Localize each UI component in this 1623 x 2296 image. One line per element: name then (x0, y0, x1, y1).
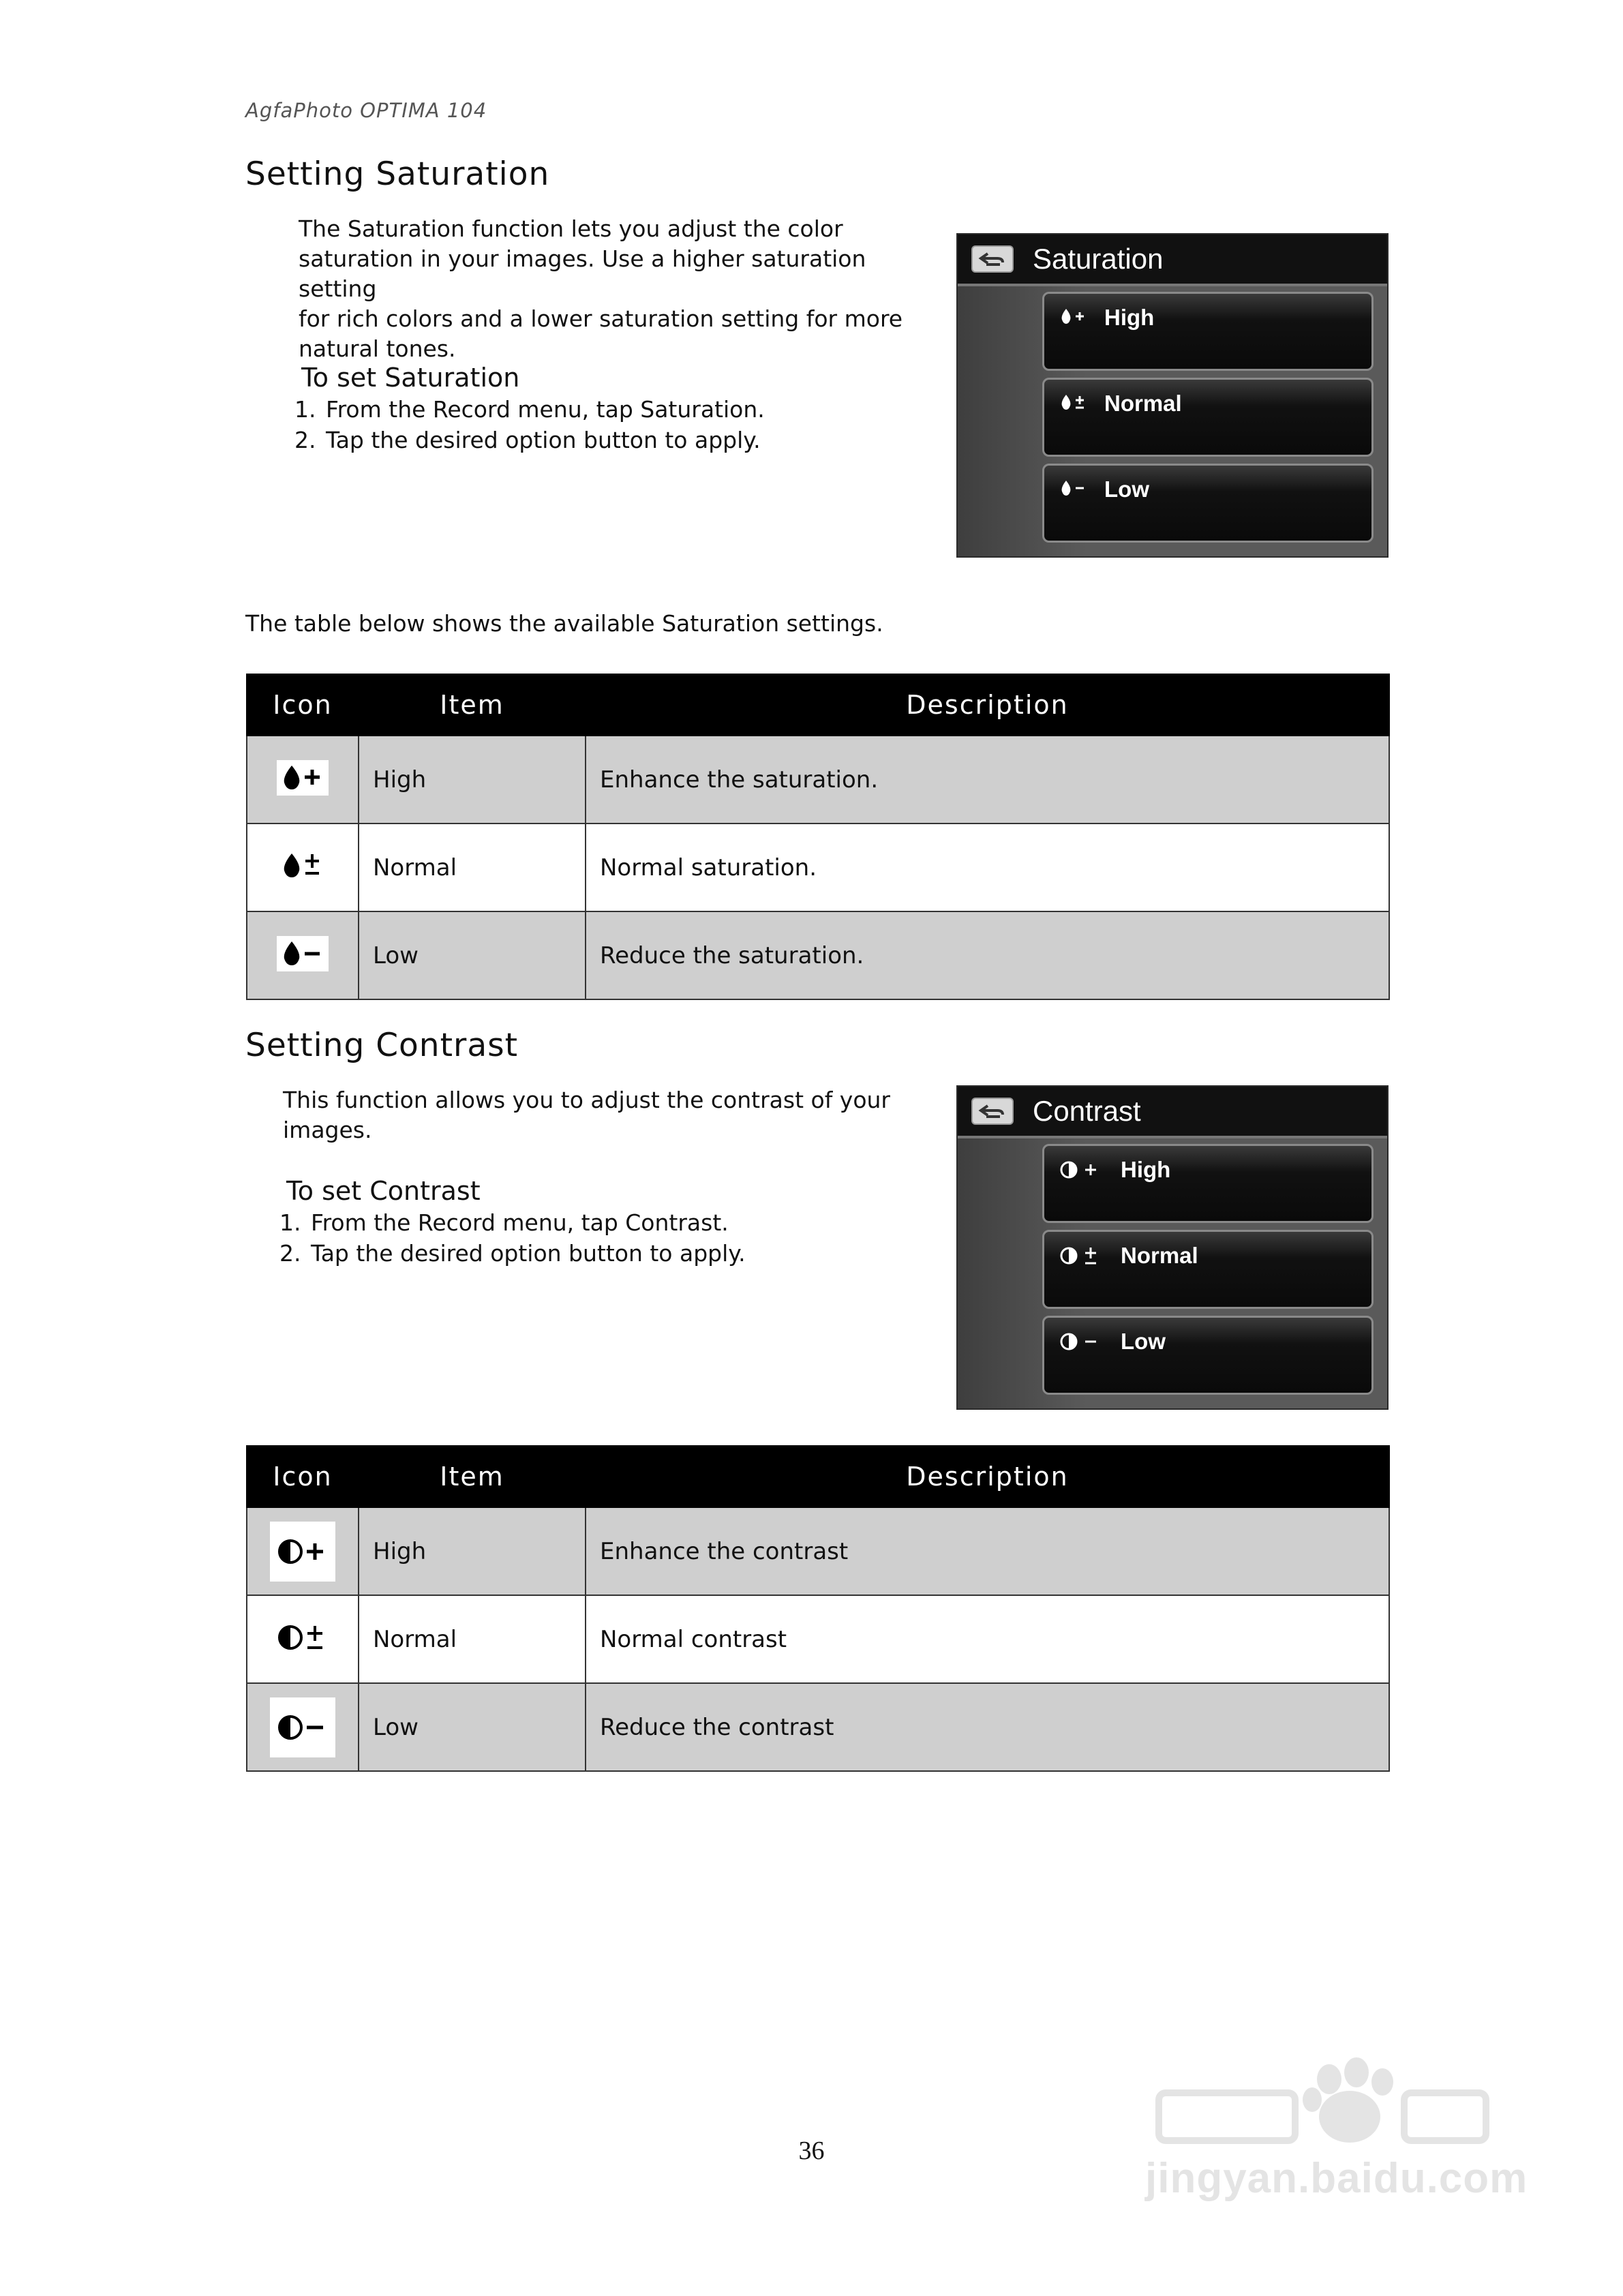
item-cell: Low (359, 1683, 586, 1771)
back-arrow-icon (973, 1099, 1012, 1123)
saturation-high-icon (281, 763, 324, 793)
icon-cell (247, 824, 359, 911)
table-header-description: Description (586, 1446, 1389, 1507)
icon-cell (247, 911, 359, 999)
contrast-low-icon (1059, 1330, 1107, 1353)
option-low-button[interactable] (1042, 464, 1374, 543)
back-button[interactable] (971, 1098, 1014, 1125)
contrast-high-icon (1059, 1158, 1107, 1181)
icon-cell (247, 1683, 359, 1771)
description-cell: Normal saturation. (586, 824, 1389, 911)
icon-cell (247, 736, 359, 824)
contrast-intro-line: images. (283, 1117, 372, 1143)
table-row (247, 1507, 1389, 1595)
step-item: 2. Tap the desired option button to apply. (308, 1238, 746, 1269)
contrast-section-title: Setting Contrast (245, 1027, 519, 1064)
icon-cell (247, 1507, 359, 1595)
back-arrow-icon (973, 247, 1012, 271)
contrast-subhead: To set Contrast (286, 1176, 481, 1206)
page-number: 36 (798, 2136, 825, 2165)
contrast-high-icon (277, 1531, 329, 1572)
contrast-intro (283, 1085, 896, 1145)
table-row (247, 1595, 1389, 1683)
table-header-icon: Icon (247, 674, 359, 736)
icon-cell (247, 1595, 359, 1683)
saturation-intro-line: The Saturation function lets you adjust the color (299, 215, 843, 242)
back-button[interactable] (971, 245, 1014, 273)
saturation-screen (956, 233, 1389, 558)
screen-body (958, 1138, 1387, 1408)
option-label: Normal (1104, 391, 1182, 416)
item-cell: High (359, 1507, 586, 1595)
item-cell: Low (359, 911, 586, 999)
saturation-intro-line: natural tones. (299, 335, 456, 362)
table-header-item: Item (359, 674, 586, 736)
contrast-table (246, 1445, 1390, 1772)
saturation-table-intro: The table below shows the available Saturation settings. (245, 610, 883, 637)
option-label: Low (1104, 477, 1149, 502)
saturation-normal-icon (1059, 392, 1093, 412)
screen-title: Contrast (1033, 1095, 1141, 1127)
table-header-description: Description (586, 674, 1389, 736)
contrast-screen (956, 1085, 1389, 1410)
option-normal-button[interactable] (1042, 378, 1374, 457)
step-item: 1. From the Record menu, tap Contrast. (308, 1207, 746, 1238)
saturation-intro-line: saturation in your images. Use a higher saturation setting (299, 245, 866, 302)
option-label: High (1104, 305, 1155, 330)
table-row (247, 911, 1389, 999)
screen-title-bar (958, 1087, 1387, 1138)
saturation-normal-icon (281, 851, 324, 881)
contrast-steps (278, 1207, 746, 1269)
screen-title: Saturation (1033, 243, 1164, 275)
contrast-low-icon (277, 1707, 329, 1748)
description-cell: Enhance the contrast (586, 1507, 1389, 1595)
document-brand-header: AgfaPhoto OPTIMA 104 (245, 99, 487, 122)
screen-body (958, 286, 1387, 556)
table-row (247, 824, 1389, 911)
table-header-row (247, 1446, 1389, 1507)
saturation-low-icon (281, 939, 324, 969)
screen-title-bar (958, 235, 1387, 286)
saturation-steps (293, 394, 765, 455)
description-cell: Reduce the contrast (586, 1683, 1389, 1771)
step-item: 1. From the Record menu, tap Saturation. (323, 394, 765, 425)
saturation-table (246, 674, 1390, 1000)
table-row (247, 736, 1389, 824)
saturation-low-icon (1059, 478, 1093, 498)
item-cell: Normal (359, 824, 586, 911)
contrast-normal-icon (277, 1620, 329, 1655)
option-normal-button[interactable] (1042, 1230, 1374, 1309)
table-header-icon: Icon (247, 1446, 359, 1507)
description-cell: Reduce the saturation. (586, 911, 1389, 999)
saturation-subhead: To set Saturation (301, 363, 520, 393)
table-header-item: Item (359, 1446, 586, 1507)
table-row (247, 1683, 1389, 1771)
saturation-section-title: Setting Saturation (245, 155, 550, 193)
contrast-intro-line: This function allows you to adjust the contrast of your (283, 1087, 890, 1113)
table-header-row (247, 674, 1389, 736)
step-item: 2. Tap the desired option button to apply. (323, 425, 765, 455)
contrast-normal-icon (1059, 1244, 1107, 1267)
watermark-url: jingyan.baidu.com (1145, 2155, 1528, 2202)
option-label: High (1121, 1157, 1171, 1182)
saturation-intro (299, 214, 939, 364)
description-cell: Enhance the saturation. (586, 736, 1389, 824)
baidu-paw-logo-icon (1145, 2052, 1500, 2154)
option-high-button[interactable] (1042, 1144, 1374, 1223)
option-label: Low (1121, 1329, 1166, 1354)
option-low-button[interactable] (1042, 1316, 1374, 1395)
item-cell: Normal (359, 1595, 586, 1683)
description-cell: Normal contrast (586, 1595, 1389, 1683)
item-cell: High (359, 736, 586, 824)
baidu-watermark (1145, 2052, 1554, 2256)
saturation-intro-line: for rich colors and a lower saturation setting for more (299, 305, 903, 332)
saturation-high-icon (1059, 306, 1093, 327)
option-label: Normal (1121, 1243, 1198, 1268)
option-high-button[interactable] (1042, 292, 1374, 371)
